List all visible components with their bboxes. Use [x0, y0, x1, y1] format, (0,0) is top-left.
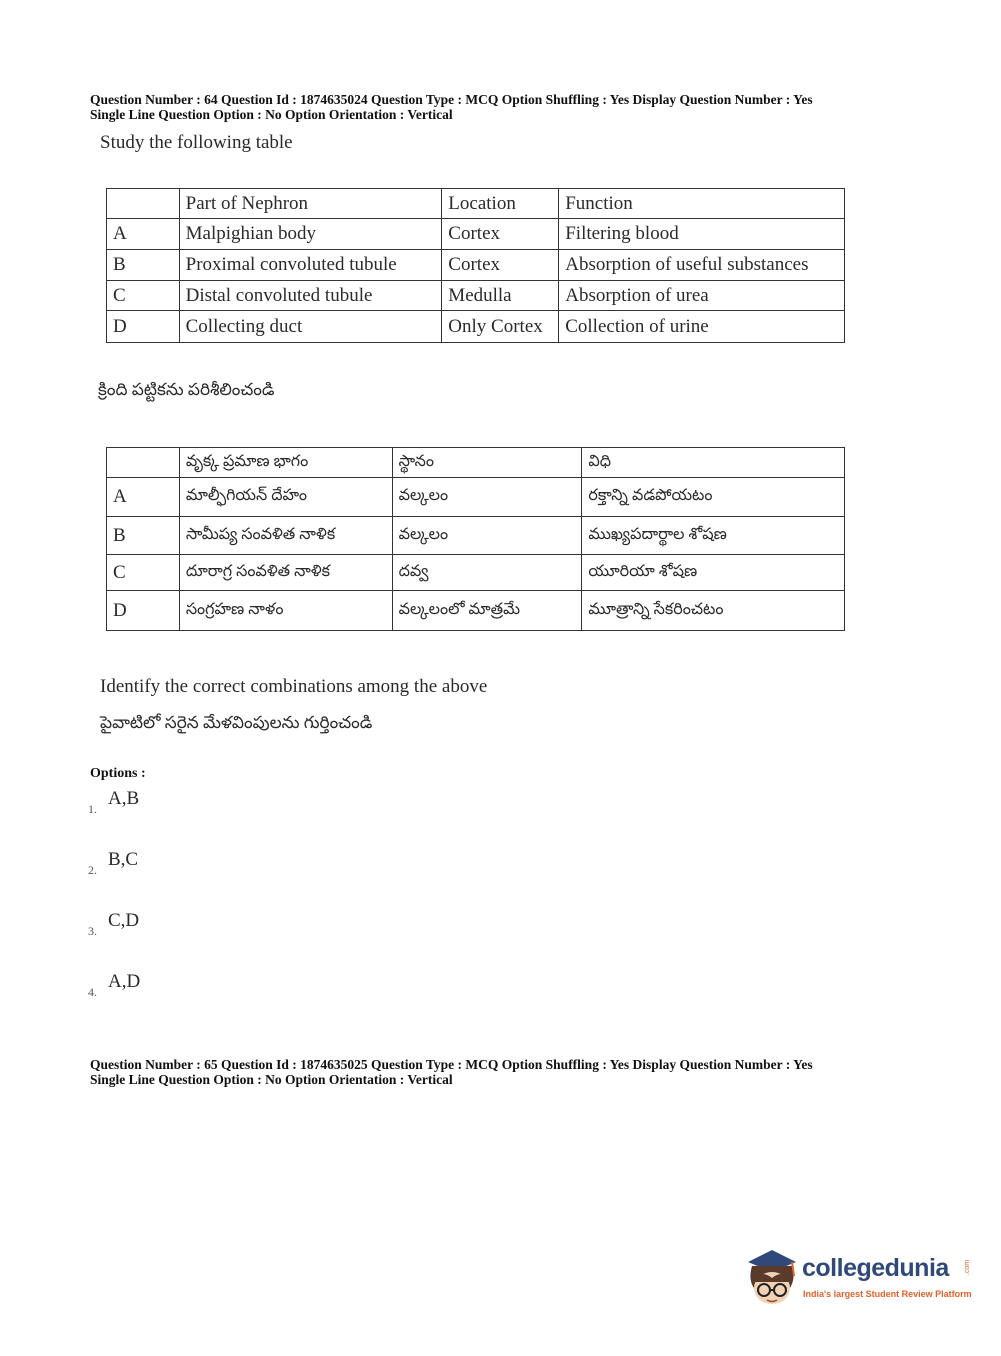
- meta-line-2: Single Line Question Option : No Option Orientation : Vertical: [90, 107, 453, 122]
- table-cell: ముఖ్యపదార్థాల శోషణ: [582, 517, 845, 555]
- table-cell: Collecting duct: [179, 311, 442, 343]
- table-cell: Location: [442, 189, 559, 219]
- table-row: [107, 517, 845, 555]
- table-cell: Collection of urine: [559, 311, 845, 343]
- logo-wordmark: collegedunia: [802, 1254, 949, 1282]
- table-cell: [107, 189, 180, 219]
- table-cell: Part of Nephron: [179, 189, 442, 219]
- table-row: [107, 281, 845, 311]
- mascot-icon: [742, 1248, 800, 1310]
- table-cell: రక్తాన్ని వడపోయటం: [582, 478, 845, 517]
- instruction-te: క్రింది పట్టికను పరిశీలించండి: [98, 380, 275, 399]
- table-cell: Cortex: [442, 250, 559, 281]
- table-cell: వల్కలంలో మాత్రమే: [392, 591, 582, 631]
- table-cell: సంగ్రహణ నాళం: [179, 591, 392, 631]
- table-cell: D: [107, 311, 180, 343]
- table-cell: Distal convoluted tubule: [179, 281, 442, 311]
- option-text: A,D: [108, 971, 141, 992]
- option-text: C,D: [108, 910, 140, 931]
- table-cell: Proximal convoluted tubule: [179, 250, 442, 281]
- collegedunia-logo: [742, 1248, 972, 1312]
- table-cell: Function: [559, 189, 845, 219]
- table-cell: మూత్రాన్ని సేకరించటం: [582, 591, 845, 631]
- table-header-row: [107, 189, 845, 219]
- table-cell: B: [107, 517, 180, 555]
- logo-tagline: India's largest Student Review Platform: [803, 1289, 972, 1299]
- table-cell: Absorption of useful substances: [559, 250, 845, 281]
- logo-com: .com: [964, 1259, 972, 1276]
- table-cell: వృక్క ప్రమాణ భాగం: [179, 448, 392, 478]
- table-cell: Absorption of urea: [559, 281, 845, 311]
- option-number: 3.: [88, 924, 97, 938]
- table-row: [107, 250, 845, 281]
- table-cell: మాల్ఫీగియన్ దేహం: [179, 478, 392, 517]
- table-row: [107, 591, 845, 631]
- table-row: [107, 311, 845, 343]
- option-number: 2.: [88, 863, 97, 877]
- table-cell: Only Cortex: [442, 311, 559, 343]
- table-cell: Malpighian body: [179, 219, 442, 250]
- question-meta: [90, 92, 950, 122]
- table-cell: వల్కలం: [392, 517, 582, 555]
- table-cell: [107, 448, 180, 478]
- table-cell: C: [107, 281, 180, 311]
- table-cell: వల్కలం: [392, 478, 582, 517]
- prompt-te: పైవాటిలో సరైన మేళవింపులను గుర్తించండి: [100, 713, 373, 732]
- option-number: 1.: [88, 802, 97, 816]
- table-cell: Cortex: [442, 219, 559, 250]
- table-cell: స్థానం: [392, 448, 582, 478]
- instruction-en: Study the following table: [100, 132, 293, 153]
- table-cell: A: [107, 478, 180, 517]
- meta-line-2: Single Line Question Option : No Option Orientation : Vertical: [90, 1072, 453, 1087]
- table-cell: A: [107, 219, 180, 250]
- question-meta-next: [90, 1057, 950, 1087]
- table-cell: C: [107, 555, 180, 591]
- table-header-row: [107, 448, 845, 478]
- nephron-table-en: [106, 188, 845, 343]
- table-cell: Medulla: [442, 281, 559, 311]
- table-row: [107, 555, 845, 591]
- table-cell: దవ్వ: [392, 555, 582, 591]
- table-cell: సామీప్య సంవళిత నాళిక: [179, 517, 392, 555]
- table-cell: దూరాగ్ర సంవళిత నాళిక: [179, 555, 392, 591]
- table-cell: విధి: [582, 448, 845, 478]
- options-label: Options :: [90, 766, 146, 781]
- prompt-en: Identify the correct combinations among the above: [100, 676, 488, 697]
- nephron-table-te: [106, 447, 845, 631]
- option-text: A,B: [108, 788, 140, 809]
- table-cell: B: [107, 250, 180, 281]
- table-row: [107, 219, 845, 250]
- table-cell: D: [107, 591, 180, 631]
- table-cell: యూరియా శోషణ: [582, 555, 845, 591]
- option-text: B,C: [108, 849, 139, 870]
- table-row: [107, 478, 845, 517]
- option-number: 4.: [88, 985, 97, 999]
- meta-line-1: Question Number : 64 Question Id : 1874635024 Question Type : MCQ Option Shuffling : Yes Display Question Number : Yes: [90, 92, 813, 107]
- table-cell: Filtering blood: [559, 219, 845, 250]
- meta-line-1: Question Number : 65 Question Id : 1874635025 Question Type : MCQ Option Shuffling : Yes Display Question Number : Yes: [90, 1057, 813, 1072]
